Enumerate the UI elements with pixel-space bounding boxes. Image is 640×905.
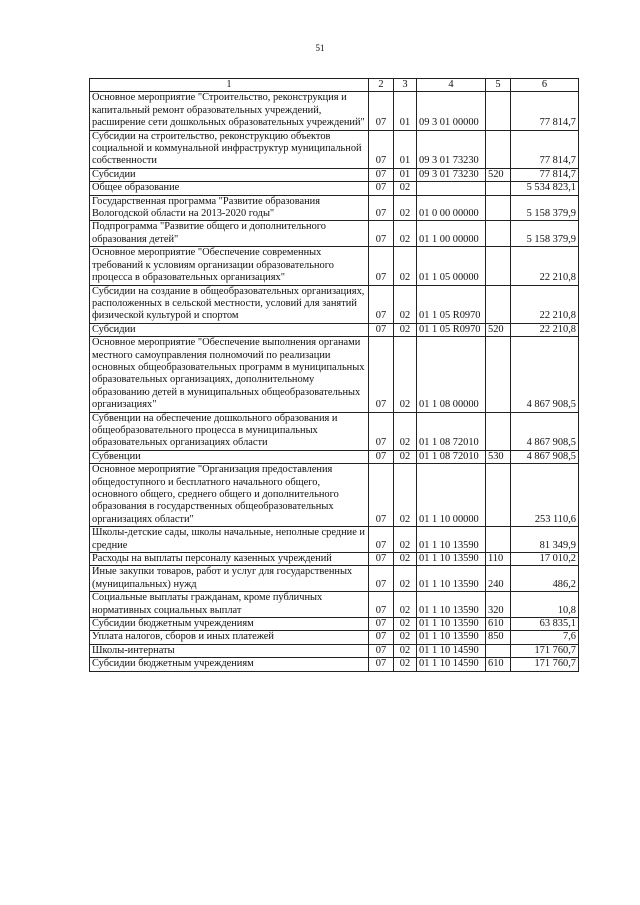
- table-row: [90, 323, 579, 336]
- table-row: [90, 644, 579, 657]
- cell-section: 07: [369, 450, 394, 463]
- cell-expense-type: 520: [486, 168, 511, 181]
- cell-expense-type: [486, 644, 511, 657]
- cell-name: Основное мероприятие "Организация предоставления общедоступного и бесплатного начального общего, основного общего, среднего общего и дополнительного образования в государственных общеобразовательных организациях области": [90, 464, 369, 527]
- cell-amount: 63 835,1: [511, 618, 579, 631]
- cell-target-code: 01 1 10 14590: [417, 658, 486, 671]
- cell-target-code: 01 1 10 13590: [417, 618, 486, 631]
- cell-target-code: 01 1 00 00000: [417, 221, 486, 247]
- cell-section: 07: [369, 168, 394, 181]
- cell-name: Уплата налогов, сборов и иных платежей: [90, 631, 369, 644]
- cell-name: Школы-детские сады, школы начальные, неполные средние и средние: [90, 527, 369, 553]
- cell-section: 07: [369, 337, 394, 412]
- cell-section: 07: [369, 464, 394, 527]
- cell-expense-type: [486, 527, 511, 553]
- cell-target-code: 01 1 05 R0970: [417, 323, 486, 336]
- cell-expense-type: [486, 247, 511, 285]
- table-row: [90, 658, 579, 671]
- cell-section: 07: [369, 92, 394, 130]
- budget-table: [89, 78, 579, 672]
- cell-name: Субсидии на создание в общеобразовательных организациях, расположенных в сельской местности, условий для занятий физической культурой и спортом: [90, 285, 369, 323]
- cell-expense-type: [486, 464, 511, 527]
- table-row: [90, 247, 579, 285]
- cell-amount: 4 867 908,5: [511, 412, 579, 450]
- cell-target-code: 09 3 01 73230: [417, 130, 486, 168]
- cell-section: 07: [369, 566, 394, 592]
- header-cell: 1: [90, 79, 369, 92]
- cell-expense-type: 850: [486, 631, 511, 644]
- cell-expense-type: [486, 285, 511, 323]
- cell-amount: 5 534 823,1: [511, 182, 579, 195]
- cell-target-code: 01 1 08 72010: [417, 450, 486, 463]
- cell-amount: 77 814,7: [511, 168, 579, 181]
- cell-target-code: 09 3 01 00000: [417, 92, 486, 130]
- cell-section: 07: [369, 221, 394, 247]
- cell-subsection: 01: [394, 168, 417, 181]
- header-cell: 2: [369, 79, 394, 92]
- table-row: [90, 527, 579, 553]
- table-row: [90, 450, 579, 463]
- cell-target-code: 01 1 10 00000: [417, 464, 486, 527]
- cell-target-code: 01 1 10 13590: [417, 592, 486, 618]
- cell-section: 07: [369, 323, 394, 336]
- cell-subsection: 02: [394, 658, 417, 671]
- table-row: [90, 412, 579, 450]
- cell-expense-type: [486, 130, 511, 168]
- cell-name: Школы-интернаты: [90, 644, 369, 657]
- table-row: [90, 592, 579, 618]
- cell-section: 07: [369, 527, 394, 553]
- cell-subsection: 02: [394, 182, 417, 195]
- cell-section: 07: [369, 618, 394, 631]
- cell-subsection: 02: [394, 566, 417, 592]
- cell-name: Субсидии: [90, 323, 369, 336]
- cell-amount: 10,8: [511, 592, 579, 618]
- page-number: 51: [315, 43, 325, 53]
- table-row: [90, 553, 579, 566]
- cell-subsection: 02: [394, 631, 417, 644]
- cell-target-code: 01 1 05 00000: [417, 247, 486, 285]
- cell-amount: 22 210,8: [511, 285, 579, 323]
- cell-subsection: 02: [394, 464, 417, 527]
- table-row: [90, 195, 579, 221]
- cell-subsection: 02: [394, 323, 417, 336]
- cell-name: Иные закупки товаров, работ и услуг для государственных (муниципальных) нужд: [90, 566, 369, 592]
- cell-name: Подпрограмма "Развитие общего и дополнительного образования детей": [90, 221, 369, 247]
- cell-amount: 171 760,7: [511, 658, 579, 671]
- cell-subsection: 01: [394, 92, 417, 130]
- cell-name: Государственная программа "Развитие образования Вологодской области на 2013-2020 годы": [90, 195, 369, 221]
- table-row: [90, 566, 579, 592]
- cell-section: 07: [369, 553, 394, 566]
- table-row: [90, 168, 579, 181]
- cell-amount: 486,2: [511, 566, 579, 592]
- cell-name: Основное мероприятие "Обеспечение современных требований к условиям организации образовательного процесса в образовательных организациях": [90, 247, 369, 285]
- cell-section: 07: [369, 285, 394, 323]
- cell-subsection: 02: [394, 195, 417, 221]
- cell-name: Субсидии на строительство, реконструкцию объектов социальной и коммунальной инфраструктур муниципальной собственности: [90, 130, 369, 168]
- table-row: [90, 631, 579, 644]
- cell-amount: 5 158 379,9: [511, 195, 579, 221]
- cell-target-code: 09 3 01 73230: [417, 168, 486, 181]
- cell-subsection: 02: [394, 644, 417, 657]
- table-row: [90, 618, 579, 631]
- cell-expense-type: 320: [486, 592, 511, 618]
- cell-subsection: 02: [394, 527, 417, 553]
- cell-name: Основное мероприятие "Строительство, реконструкция и капитальный ремонт образовательных учреждений, расширение сети дошкольных образовательных учреждений": [90, 92, 369, 130]
- cell-section: 07: [369, 658, 394, 671]
- cell-amount: 253 110,6: [511, 464, 579, 527]
- cell-subsection: 02: [394, 450, 417, 463]
- cell-target-code: 01 1 08 00000: [417, 337, 486, 412]
- cell-target-code: 01 1 10 13590: [417, 566, 486, 592]
- cell-subsection: 02: [394, 592, 417, 618]
- cell-section: 07: [369, 247, 394, 285]
- cell-amount: 7,6: [511, 631, 579, 644]
- cell-section: 07: [369, 644, 394, 657]
- header-cell: 6: [511, 79, 579, 92]
- cell-expense-type: [486, 221, 511, 247]
- cell-name: Субсидии бюджетным учреждениям: [90, 618, 369, 631]
- cell-expense-type: 610: [486, 618, 511, 631]
- table-row: [90, 221, 579, 247]
- cell-section: 07: [369, 412, 394, 450]
- table-row: [90, 285, 579, 323]
- cell-expense-type: 240: [486, 566, 511, 592]
- cell-target-code: 01 1 10 13590: [417, 553, 486, 566]
- cell-amount: 171 760,7: [511, 644, 579, 657]
- cell-section: 07: [369, 631, 394, 644]
- cell-target-code: [417, 182, 486, 195]
- cell-amount: 4 867 908,5: [511, 450, 579, 463]
- cell-expense-type: [486, 337, 511, 412]
- cell-name: Основное мероприятие "Обеспечение выполнения органами местного самоуправления полномочий по реализации основных общеобразовательных программ в муниципальных образовательных организациях, дополнительному образованию детей в муниципальных общеобразовательных организациях": [90, 337, 369, 412]
- header-cell: 5: [486, 79, 511, 92]
- cell-expense-type: 530: [486, 450, 511, 463]
- cell-expense-type: 520: [486, 323, 511, 336]
- table-row: [90, 130, 579, 168]
- cell-expense-type: 110: [486, 553, 511, 566]
- table-row: [90, 337, 579, 412]
- cell-amount: 17 010,2: [511, 553, 579, 566]
- cell-expense-type: [486, 92, 511, 130]
- table-row: [90, 464, 579, 527]
- cell-name: Субсидии: [90, 168, 369, 181]
- cell-subsection: 02: [394, 221, 417, 247]
- cell-expense-type: [486, 195, 511, 221]
- cell-section: 07: [369, 182, 394, 195]
- cell-subsection: 02: [394, 285, 417, 323]
- cell-section: 07: [369, 592, 394, 618]
- cell-amount: 4 867 908,5: [511, 337, 579, 412]
- cell-name: Субвенции: [90, 450, 369, 463]
- cell-subsection: 02: [394, 337, 417, 412]
- cell-section: 07: [369, 195, 394, 221]
- cell-expense-type: [486, 182, 511, 195]
- cell-name: Субвенции на обеспечение дошкольного образования и общеобразовательного процесса в муниципальных образовательных организациях области: [90, 412, 369, 450]
- cell-name: Общее образование: [90, 182, 369, 195]
- table-row: [90, 92, 579, 130]
- cell-amount: 81 349,9: [511, 527, 579, 553]
- cell-expense-type: 610: [486, 658, 511, 671]
- header-cell: 3: [394, 79, 417, 92]
- table-row: [90, 182, 579, 195]
- cell-name: Социальные выплаты гражданам, кроме публичных нормативных социальных выплат: [90, 592, 369, 618]
- cell-subsection: 02: [394, 618, 417, 631]
- cell-expense-type: [486, 412, 511, 450]
- cell-target-code: 01 1 10 13590: [417, 631, 486, 644]
- cell-target-code: 01 1 08 72010: [417, 412, 486, 450]
- cell-name: Расходы на выплаты персоналу казенных учреждений: [90, 553, 369, 566]
- cell-target-code: 01 1 10 13590: [417, 527, 486, 553]
- table-header-row: [90, 79, 579, 92]
- cell-target-code: 01 1 05 R0970: [417, 285, 486, 323]
- cell-subsection: 02: [394, 247, 417, 285]
- header-cell: 4: [417, 79, 486, 92]
- cell-amount: 77 814,7: [511, 92, 579, 130]
- cell-subsection: 02: [394, 553, 417, 566]
- cell-amount: 77 814,7: [511, 130, 579, 168]
- cell-target-code: 01 0 00 00000: [417, 195, 486, 221]
- cell-name: Субсидии бюджетным учреждениям: [90, 658, 369, 671]
- cell-subsection: 01: [394, 130, 417, 168]
- cell-amount: 5 158 379,9: [511, 221, 579, 247]
- cell-amount: 22 210,8: [511, 247, 579, 285]
- cell-target-code: 01 1 10 14590: [417, 644, 486, 657]
- cell-section: 07: [369, 130, 394, 168]
- cell-subsection: 02: [394, 412, 417, 450]
- cell-amount: 22 210,8: [511, 323, 579, 336]
